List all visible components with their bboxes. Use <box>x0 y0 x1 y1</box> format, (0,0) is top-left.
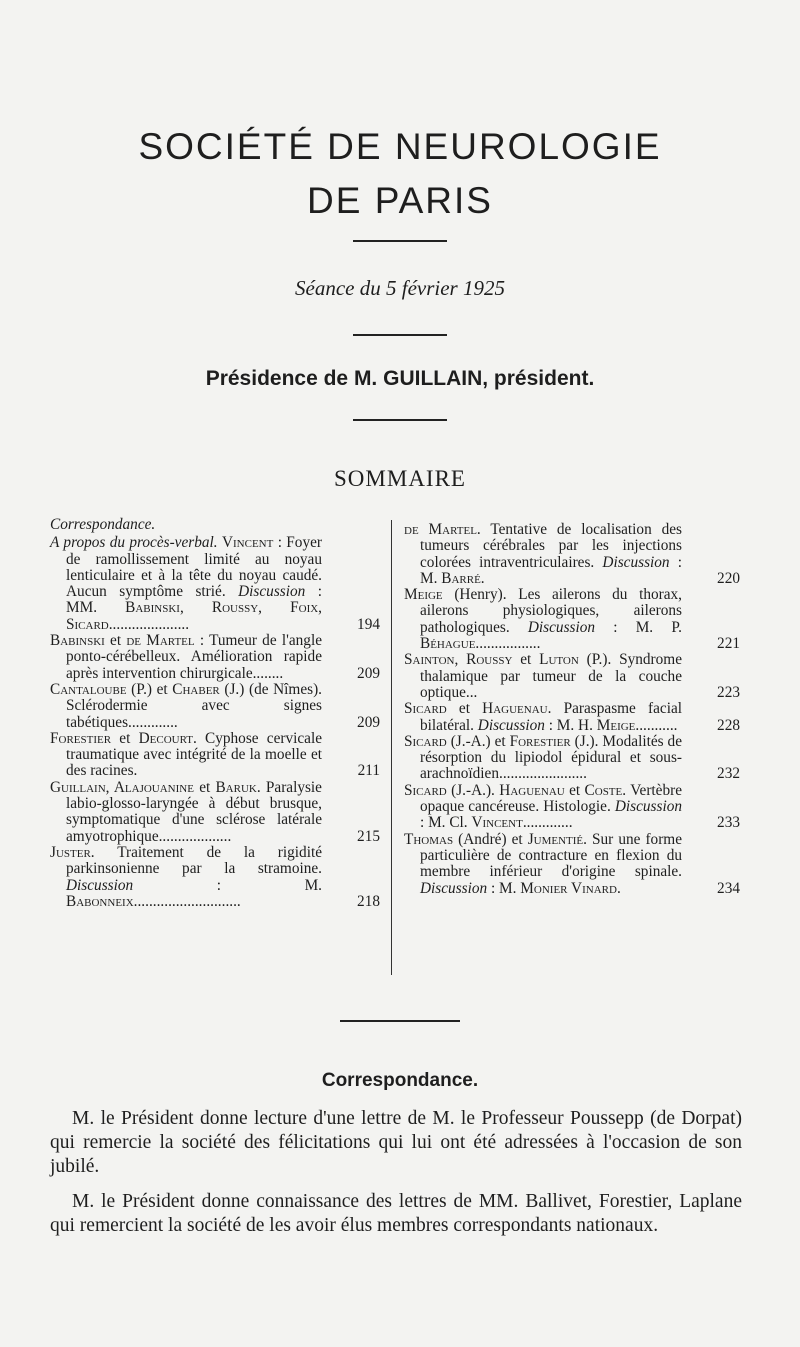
toc-entry-segment: Coste <box>584 781 623 799</box>
toc-page-number: 232 <box>717 765 740 783</box>
toc-entry-segment: Béhague <box>420 635 476 653</box>
toc-entry-text <box>50 778 322 845</box>
toc-page-number: 209 <box>357 664 380 682</box>
toc-entry-segment: Meige <box>404 586 443 604</box>
toc-entry-segment: . Paraspasme facial bilatéral. <box>420 700 682 734</box>
toc-entry-text <box>404 700 682 734</box>
toc-entry <box>50 535 380 633</box>
toc-page-number: 221 <box>717 635 740 653</box>
toc-entry-segment: . Vertèbre opaque cancéreuse. Histologie. <box>420 781 682 816</box>
toc-entry-segment: et <box>512 651 540 669</box>
toc-entry <box>404 587 740 652</box>
toc-entry-segment: Chaber <box>172 680 220 698</box>
toc-entry-segment: Barré <box>441 569 481 587</box>
toc-entry-segment: Monier Vinard <box>520 879 617 897</box>
toc-entry <box>404 522 740 587</box>
toc-entry-text <box>404 732 682 783</box>
toc-entry-text <box>50 729 322 780</box>
correspondance-paragraph: M. le Président donne lecture d'une lettre de M. le Professeur Poussepp (de Dorpat) qui remercie la société des félicitations qui lui ont été adressées à l'occasion de son jubilé. <box>50 1108 742 1177</box>
toc-entry-segment: (P.). Syndrome thalamique par tumeur de la couche optique... <box>420 651 682 701</box>
toc-entry-segment: Juster <box>50 843 91 861</box>
toc-entry-segment: (Henry). Les ailerons du thorax, ailerons physiologiques, ailerons pathologiques. <box>420 586 682 636</box>
toc-entry-segment: Luton <box>539 651 579 669</box>
toc-page-number: 211 <box>357 762 380 780</box>
seance-date: Séance du 5 février 1925 <box>295 276 505 300</box>
toc-entry-segment: . Paralysie labio-glosso-laryngée à début brusque, symptomatique d'une sclérose latérale amyotrophique................... <box>66 778 322 845</box>
sommaire-heading: SOMMAIRE <box>334 466 466 491</box>
toc-entry-segment: Meige <box>596 716 636 734</box>
toc-entry <box>404 652 740 701</box>
toc-page-number: 234 <box>717 879 740 897</box>
toc-entry-segment: Sicard <box>404 700 447 718</box>
toc-entry-segment: Discussion <box>602 553 670 571</box>
toc-entry-segment: Sicard <box>404 732 447 750</box>
toc-entry <box>50 845 380 910</box>
toc-entry-segment: : M. <box>420 553 682 587</box>
toc-entry <box>404 832 740 897</box>
toc-page-number: 209 <box>357 713 380 731</box>
toc-entry-segment: Forestier <box>509 732 571 750</box>
toc-entry-segment: Forestier <box>50 729 112 747</box>
toc-entry-segment: ............................ <box>133 892 241 910</box>
toc-entry-text <box>50 534 323 633</box>
toc-entry-segment: A propos du procès-verbal. <box>50 534 222 552</box>
toc-entry-segment: . <box>480 569 485 587</box>
toc-page-number: 223 <box>717 683 740 701</box>
toc-entry-segment: Discussion <box>238 583 306 601</box>
toc-entry-segment: ..................... <box>108 615 190 633</box>
correspondance-paragraph: M. le Président donne connaissance des lettres de MM. Ballivet, Forestier, Laplane qui remercient la société de les avoir élus membres correspondants nationaux. <box>50 1191 742 1236</box>
toc-entry-segment: de Martel <box>126 632 195 650</box>
toc-entry-segment: Vincent <box>471 814 523 832</box>
toc-entry-segment: Babinski, Roussy, Foix, Sicard <box>66 599 323 633</box>
toc-left-list <box>50 535 380 910</box>
toc-entry-segment: Discussion <box>66 876 134 894</box>
toc-entry-segment: Discussion <box>420 879 488 897</box>
toc-entry <box>404 734 740 783</box>
toc-entry-segment: Sainton, Roussy <box>404 651 513 669</box>
toc-entry-segment: Discussion <box>527 618 596 636</box>
toc-entry-segment: : Tumeur de l'angle ponto-cérébelleux. Amélioration rapide après intervention chirurgicale........ <box>66 632 322 682</box>
sommaire-left-column <box>50 517 380 910</box>
toc-entry-segment: Discussion <box>477 716 545 734</box>
toc-entry-segment: Discussion <box>614 798 682 816</box>
toc-entry-segment: . Tentative de localisation des tumeurs cérébrales par les injections colorées intraventriculaires. <box>420 521 682 571</box>
toc-entry-segment: Decourt <box>138 729 193 747</box>
toc-entry-segment: et <box>564 781 585 799</box>
toc-entry-text <box>50 632 322 682</box>
correspondance-heading: Correspondance. <box>321 1070 479 1091</box>
toc-entry-text <box>404 830 682 897</box>
toc-entry-segment: Jumentié <box>527 830 584 848</box>
toc-page-number: 233 <box>717 814 740 832</box>
toc-entry-segment: Baruk <box>215 778 257 796</box>
toc-entry-segment: et <box>111 729 139 747</box>
toc-page-number: 194 <box>357 615 380 633</box>
toc-entry <box>404 783 740 832</box>
toc-entry-segment: (J.-A.) et <box>446 732 510 750</box>
toc-entry-segment: et <box>193 778 216 796</box>
toc-entry-segment: Sicard <box>404 781 447 799</box>
toc-entry-segment: Babinski <box>50 632 105 650</box>
toc-page-number: 228 <box>717 716 740 734</box>
toc-entry-text <box>404 521 682 587</box>
toc-entry-segment: de Martel <box>404 521 477 538</box>
society-title-line1: SOCIÉTÉ DE NEUROLOGIE <box>138 126 662 167</box>
toc-entry-segment: Vincent <box>221 534 274 552</box>
toc-entry-text <box>50 680 322 731</box>
toc-entry-segment: . Cyphose cervicale traumatique avec intégrité de la moelle et des racines. <box>66 729 322 780</box>
correspondance-label: Correspondance. <box>50 516 156 533</box>
toc-entry-segment: et <box>446 700 483 718</box>
toc-entry-segment: . Sur une forme particulière de contracture en flexion du membre inférieur d'origine spinale. <box>420 830 682 881</box>
divider-rule <box>353 240 447 242</box>
toc-entry-segment: (J.). Modalités de résorption du lipiodol épidural et sous-arachnoïdien....................... <box>420 732 682 783</box>
toc-entry <box>50 780 380 845</box>
toc-entry <box>404 701 740 734</box>
toc-page-number: 218 <box>357 892 380 910</box>
column-separator <box>391 520 392 975</box>
toc-entry-segment: Haguenau <box>482 700 548 718</box>
toc-entry-segment: : M. H. <box>544 716 597 734</box>
toc-entry-segment: Thomas <box>404 830 454 848</box>
toc-entry <box>50 682 380 731</box>
toc-entry-text <box>404 781 682 832</box>
toc-entry <box>50 731 380 780</box>
toc-entry-segment: . Traitement de la rigidité parkinsonienne par la stramoine. <box>66 843 322 878</box>
toc-entry-segment: : M. <box>487 879 521 897</box>
divider-rule <box>353 419 447 421</box>
toc-entry-segment: et <box>104 632 127 650</box>
presidence-line: Présidence de M. GUILLAIN, président. <box>205 367 595 390</box>
sommaire-right-column <box>404 522 740 897</box>
toc-page-number: 215 <box>357 827 380 845</box>
toc-entry-segment: . <box>616 879 621 897</box>
toc-entry-segment: (J.-A.). <box>446 781 500 799</box>
toc-entry-segment: (J.) (de Nîmes). Sclérodermie avec signes tabétiques............. <box>66 680 322 731</box>
toc-entry-segment: (André) et <box>453 830 528 848</box>
toc-entry-segment: : MM. <box>66 583 322 617</box>
divider-rule <box>353 334 447 336</box>
toc-entry-text <box>50 843 322 910</box>
toc-entry-segment: : M. Cl. <box>420 814 472 832</box>
toc-entry-segment: : M. <box>133 876 322 894</box>
divider-rule <box>340 1020 460 1022</box>
toc-right-list <box>404 522 740 897</box>
toc-entry-segment: (P.) et <box>126 680 173 698</box>
toc-page-number: 220 <box>717 569 740 587</box>
toc-entry-segment: ................. <box>475 635 541 653</box>
toc-entry-segment: : Foyer de ramollissement limité au noyau lenticulaire et à la tête du noyau caudé. Aucun symptôme strié. <box>66 534 322 601</box>
toc-entry-segment: Cantaloube <box>50 680 127 698</box>
toc-entry-segment: ........... <box>635 716 678 734</box>
toc-entry-text <box>404 586 682 653</box>
toc-entry-segment: ............. <box>522 814 573 832</box>
society-title-line2: DE PARIS <box>307 180 493 221</box>
toc-entry-text <box>404 651 682 701</box>
toc-entry-segment: Babonneix <box>66 892 134 910</box>
toc-entry <box>50 633 380 682</box>
toc-entry-segment: : M. P. <box>595 618 682 636</box>
toc-entry-segment: Haguenau <box>499 781 565 799</box>
toc-entry-segment: Guillain, Alajouanine <box>50 778 194 796</box>
